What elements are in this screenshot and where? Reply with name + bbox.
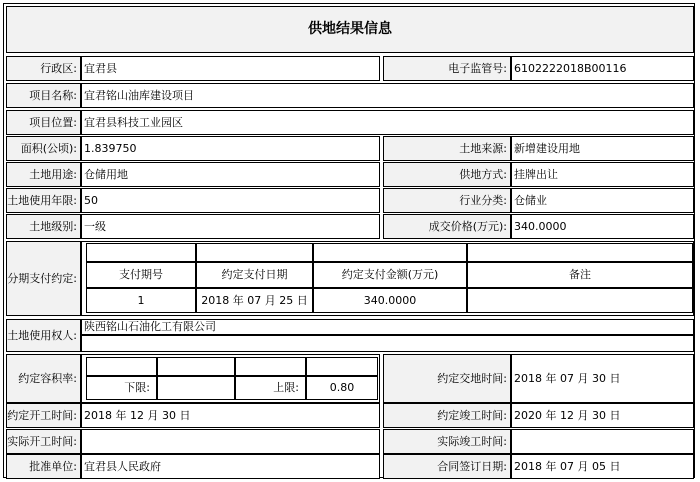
far-lower-label: 下限: bbox=[86, 376, 157, 400]
far-spacer bbox=[157, 357, 235, 376]
land-source-value: 新增建设用地 bbox=[511, 136, 694, 161]
approval-value: 宜君县人民政府 bbox=[81, 454, 380, 479]
supervision-no-label: 电子监管号: bbox=[383, 56, 511, 81]
payment-header-remark: 备注 bbox=[467, 262, 693, 288]
far-label: 约定容积率: bbox=[6, 354, 81, 403]
land-use-label: 土地用途: bbox=[6, 162, 81, 187]
delivery-time-label: 约定交地时间: bbox=[383, 354, 511, 403]
land-grade-label: 土地级别: bbox=[6, 214, 81, 239]
district-label: 行政区: bbox=[6, 56, 81, 81]
district-value: 宜君县 bbox=[81, 56, 380, 81]
payment-header-spacer bbox=[313, 243, 467, 262]
project-name-value: 宜君铭山油库建设项目 bbox=[81, 83, 694, 108]
payment-cell-remark bbox=[467, 288, 693, 313]
industry-label: 行业分类: bbox=[383, 188, 511, 213]
far-spacer bbox=[235, 357, 306, 376]
payment-header-spacer bbox=[196, 243, 313, 262]
actual-completion-value bbox=[511, 429, 694, 454]
land-use-value: 仓储用地 bbox=[81, 162, 380, 187]
payment-header-date: 约定支付日期 bbox=[196, 262, 313, 288]
page-title: 供地结果信息 bbox=[6, 6, 694, 53]
payment-cell-amount: 340.0000 bbox=[313, 288, 467, 313]
area-value: 1.839750 bbox=[81, 136, 380, 161]
far-lower-value bbox=[157, 376, 235, 400]
actual-start-value bbox=[81, 429, 380, 454]
supply-method-label: 供地方式: bbox=[383, 162, 511, 187]
area-label: 面积(公顷): bbox=[6, 136, 81, 161]
use-years-label: 土地使用年限: bbox=[6, 188, 81, 213]
installment-label: 分期支付约定: bbox=[6, 241, 81, 316]
payment-cell-date: 2018 年 07 月 25 日 bbox=[196, 288, 313, 313]
far-upper-label: 上限: bbox=[235, 376, 306, 400]
far-spacer bbox=[86, 357, 157, 376]
land-user-extra-row bbox=[81, 335, 694, 352]
contract-date-label: 合同签订日期: bbox=[383, 454, 511, 479]
payment-header-amount: 约定支付金额(万元) bbox=[313, 262, 467, 288]
price-value: 340.0000 bbox=[511, 214, 694, 239]
start-time-label: 约定开工时间: bbox=[6, 403, 81, 428]
delivery-time-value: 2018 年 07 月 30 日 bbox=[511, 354, 694, 403]
project-location-value: 宜君县科技工业园区 bbox=[81, 110, 694, 135]
payment-header-period: 支付期号 bbox=[86, 262, 196, 288]
land-user-value: 陕西铭山石油化工有限公司 bbox=[81, 319, 694, 335]
payment-cell-period: 1 bbox=[86, 288, 196, 313]
completion-time-value: 2020 年 12 月 30 日 bbox=[511, 403, 694, 428]
contract-date-value: 2018 年 07 月 05 日 bbox=[511, 454, 694, 479]
project-name-label: 项目名称: bbox=[6, 83, 81, 108]
start-time-value: 2018 年 12 月 30 日 bbox=[81, 403, 380, 428]
use-years-value: 50 bbox=[81, 188, 380, 213]
approval-label: 批准单位: bbox=[6, 454, 81, 479]
land-source-label: 土地来源: bbox=[383, 136, 511, 161]
actual-completion-label: 实际竣工时间: bbox=[383, 429, 511, 454]
payment-header-spacer bbox=[467, 243, 693, 262]
far-spacer bbox=[306, 357, 378, 376]
payment-header-spacer bbox=[86, 243, 196, 262]
price-label: 成交价格(万元): bbox=[383, 214, 511, 239]
project-location-label: 项目位置: bbox=[6, 110, 81, 135]
supply-method-value: 挂牌出让 bbox=[511, 162, 694, 187]
actual-start-label: 实际开工时间: bbox=[6, 429, 81, 454]
land-user-label: 土地使用权人: bbox=[6, 319, 81, 352]
supervision-no-value: 6102222018B00116 bbox=[511, 56, 694, 81]
land-grade-value: 一级 bbox=[81, 214, 380, 239]
completion-time-label: 约定竣工时间: bbox=[383, 403, 511, 428]
far-upper-value: 0.80 bbox=[306, 376, 378, 400]
industry-value: 仓储业 bbox=[511, 188, 694, 213]
